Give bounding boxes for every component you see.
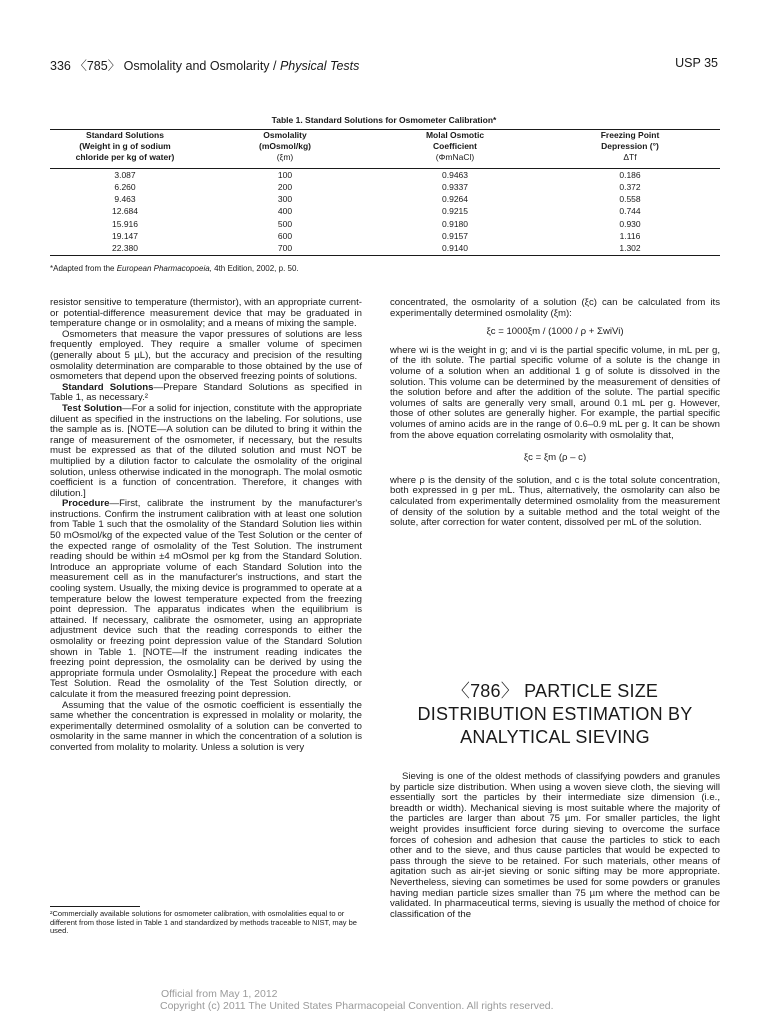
left-column [50, 298, 362, 754]
paragraph: resistor sensitive to temperature (thermistor), with an appropriate current- or potential-difference measurement device that may be graduated in temperature change or in osmolality; and a means of mixing the sample. [50, 297, 362, 330]
formula-osmolarity: ξc = 1000ξm / (1000 / ρ + ΣwiVi) [486, 326, 624, 338]
column-header: Osmolality (mOsmol/kg) (ξm) [259, 130, 311, 162]
table-row: 6.260 200 0.9337 0.372 [114, 181, 641, 192]
formula-osmolarity-density: ξc = ξm (ρ – c) [523, 452, 587, 464]
official-watermark: Official from May 1, 2012 Copyright (c) 2011 The United States Pharmacopeial Convention. All rights reserved. [160, 988, 554, 1012]
table-row: 3.087 100 0.9463 0.186 [114, 169, 641, 180]
paragraph: Osmometers that measure the vapor pressures of solutions are less frequently employed. They require a smaller volume of specimen (generally about 5 µL), but the accuracy and precision of the resulting osmolality determination are comparable to those obtained by the use of osmometers that depend upon the observed freezing points of solutions. [50, 328, 362, 383]
paragraph: concentrated, the osmolarity of a solution (ξc) can be calculated from its experimentally determined osmolality (ξm): [390, 297, 720, 319]
column-header: Molal Osmotic Coefficient (ΦmNaCl) [425, 130, 485, 162]
paragraph: Standard Solutions—Prepare Standard Solutions as specified in Table 1, as necessary.² [50, 381, 362, 404]
column-header: Freezing Point Depression (°) ΔTf [600, 130, 660, 162]
sieving-paragraph: Sieving is one of the oldest methods of classifying powders and granules by particle size distribution. When using a woven sieve cloth, the sieving will essentially sort the particles by their intermediate size dimension (i.e., breadth or width). Mechanical sieving is most suitable where the majority of the particles are larger than about 75 µm. For smaller particles, the light weight provides insufficient force during sieving to overcome the surface forces of cohesion and adhesion that cause the particles to stick to each other and to the sieve, and thus cause particles that would be expected to pass through the sieve to be retained. For such materials, other means of agitation such as air-jet sieving or sonic sifting may be more appropriate. Nevertheless, sieving can sometimes be used for some powders or granules having median particle sizes smaller than 75 µm where the method can be validated. In pharmaceutical terms, sieving is usually the method of choice for classification of the [390, 771, 720, 920]
table-row: 15.916 500 0.9180 0.930 [112, 218, 641, 229]
paragraph: Assuming that the value of the osmotic coefficient is essentially the same whether the concentration is expressed in molality or molarity, the experimentally determined osmolality of a solution can be converted to osmolarity in the same manner in which the concentration of a solution is converted from molality to molarity. Unless a solution is very [50, 699, 362, 753]
paragraph: where wi is the weight in g; and vi is the partial specific volume, in mL per g, of the ith solute. The partial specific volume of a solute is the change in volume of a solution when an additional 1 g of solute is dissolved in the solution. This volume can be determined by the measurement of densities of the solution before and after the addition of the solute. The partial specific volumes of salts are generally very small, around 0.1 mL per g. However, those of other solutes are generally higher. For example, the partial specific volumes of amino acids are in the range of 0.6–0.9 mL per g. It can be shown from the above equation correlating osmolarity with osmolality that, [390, 344, 720, 441]
table-row: 22.380 700 0.9140 1.302 [112, 243, 641, 254]
running-header: 336 〈785〉 Osmolality and Osmolarity / Physical Tests [50, 59, 360, 73]
paragraph: Procedure—First, calibrate the instrument by the manufacturer's instructions. Confirm the instrument calibration with at least one solution from Table 1 such that the osmolality of the Standard Solution lies within 50 mOsmol/kg of the expected value of the Test Solution or the center of the expected range of osmolality of the Test Solution. The instrument reading should be within ±4 mOsmol per kg from the Standard Solution. Introduce an appropriate volume of each Standard Solution into the measurement cell as in the manufacturer's instructions, and start the cooling system. Usually, the mixing device is programmed to operate at a temperature below the lowest temperature expected from the freezing point depression. The apparatus indicates when the equilibrium is attained. If necessary, calibrate the osmometer, using an appropriate adjustment device such that the reading corresponds to either the osmolality or freezing point depression value of the Standard Solution shown in Table 1. [NOTE—If the instrument reading indicates the freezing point depression, the osmolality can be derived by using the appropriate formula under Osmolality.] Repeat the procedure with each Test Solution. Read the osmolality of the Test Solution directly, or calculate it from the measured freezing point depression. [50, 498, 362, 700]
calibration-table [50, 130, 720, 256]
footnote-rule [50, 906, 140, 907]
page-number: 336 [50, 59, 71, 73]
section-name: Physical Tests [279, 59, 360, 73]
paragraph: Test Solution—For a solid for injection, constitute with the appropriate diluent as specified in the instructions on the labeling. For solutions, use the sample as is. [NOTE—A solution can be diluted to bring it within the range of measurement of the osmometer, if necessary, but the results must be expressed as that of the diluted solution and must NOT be multiplied by a dilution factor to calculate the osmolality of the original solution, unless otherwise indicated in the monograph. The molal osmotic coefficient is a function of concentration. Therefore, it changes with dilution.] [50, 402, 362, 499]
footnote-2: ²Commercially available solutions for osmometer calibration, with osmolalities equal to or different from those listed in Table 1 and standardized by methods traceable to NIST, may be used. [50, 909, 357, 936]
section-title: 〈786〉 PARTICLE SIZE DISTRIBUTION ESTIMATION BY ANALYTICAL SIEVING [417, 681, 693, 747]
column-header: Standard Solutions (Weight in g of sodium chloride per kg of water) [75, 130, 175, 162]
table-footnote: *Adapted from the European Pharmacopoeia, 4th Edition, 2002, p. 50. [50, 264, 299, 273]
paragraph: where ρ is the density of the solution, and c is the total solute concentration, both expressed in g per mL. Thus, alternatively, the osmolarity can also be calculated from experimentally determined osmolality from the measurement of density of the solution by a suitable method and the total weight of the solute, after correction for water content, dissolved per mL of the solution. [390, 474, 720, 529]
chapter-title: 〈785〉 Osmolality and Osmolarity [74, 59, 270, 73]
table-row: 9.463 300 0.9264 0.558 [114, 194, 641, 205]
table-row: 12.684 400 0.9215 0.744 [112, 206, 641, 217]
usp-edition: USP 35 [675, 56, 718, 70]
right-column [390, 298, 720, 529]
table-row: 19.147 600 0.9157 1.116 [112, 230, 641, 241]
table-title: Table 1. Standard Solutions for Osmometer Calibration* [271, 115, 497, 125]
